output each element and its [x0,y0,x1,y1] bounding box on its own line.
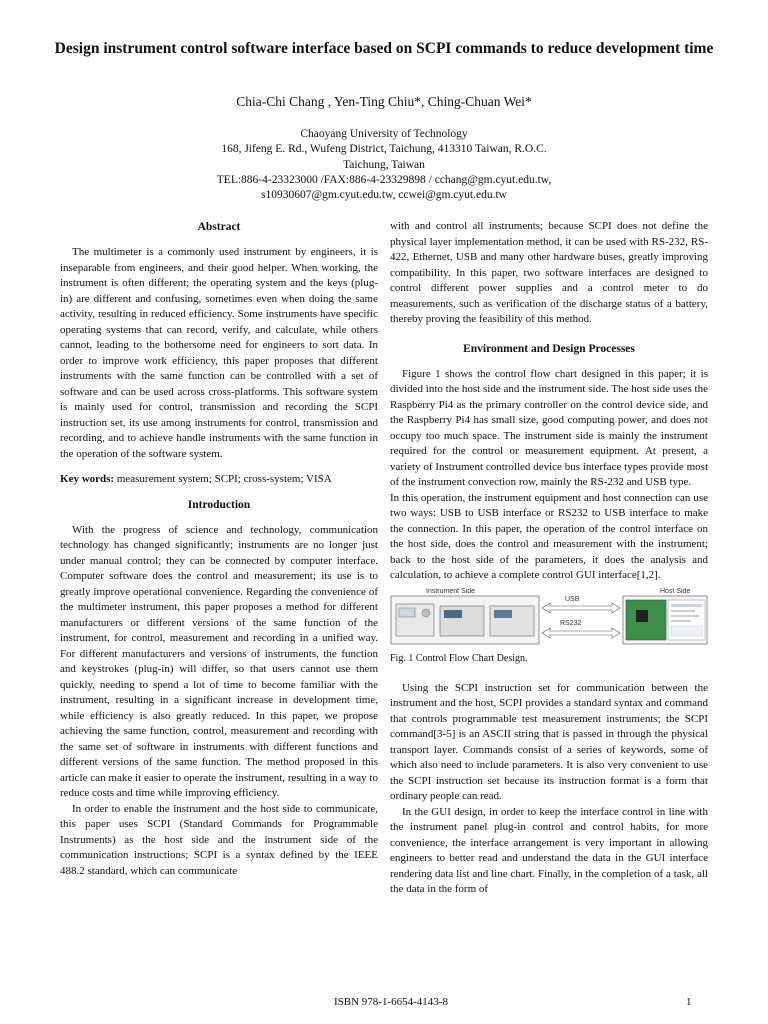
rs232-label: RS232 [560,619,582,627]
affiliation-line: Taichung, Taiwan [343,158,425,171]
environment-heading: Environment and Design Processes [463,342,635,355]
author-list: Chia-Chi Chang , Yen-Ting Chiu*, Ching-Chuan Wei* [236,94,532,109]
rs232-arrow [542,628,620,638]
gui-line [671,604,702,607]
usb-label: USB [565,595,580,603]
power-supply-display [444,610,462,618]
control-flow-diagram [390,588,708,646]
keywords-text: measurement system; SCPI; cross-system; VISA [114,473,332,485]
affiliation-line: Chaoyang University of Technology [300,128,468,140]
environment-paragraph: Figure 1 shows the control flow chart designed in this paper; it is divided into the host side and the instrument side. The host side uses the Raspberry Pi4 as the primary controller on the control device side, and the Raspberry Pi4 has small size, good computing power, and does not occupy too much space. The instrument side is mainly the instrument required for the control or measurement equipment. At present, a variety of Instrument controlled device bus interface types provide most of the instrument convection row, mainly the RS-232 and USB type. [390,367,708,488]
usb-arrow [542,603,620,613]
right-column [390,219,708,898]
gui-panel [671,626,702,636]
control-flow-figure [390,588,708,646]
keywords-label: Key words: [60,473,115,485]
introduction-heading: Introduction [187,498,251,511]
environment-paragraph: In this operation, the instrument equipment and host connection can use two ways: USB to USB interface or RS232 to USB interface to make the connection. In this paper, the operation of the control interface on the host side, does the control and measurement with the instrument; back to the host side of the parameters, it does the analysis and calculation, to achieve a complete control GUI interface[1,2]. [390,491,708,581]
gui-line [671,610,695,612]
power-supply-display [494,610,512,618]
paper-title: Design instrument control software interface based on SCPI commands to reduce development time [54,40,714,57]
introduction-paragraph: In order to enable the instrument and the host side to communicate, this paper uses SCPI (Standard Commands for Programmable Instruments) as the host side and the instrument side of the communication instructions; SCPI is a syntax defined by the IEEE 488.2 standard, which can communicate [60,802,378,877]
abstract-heading: Abstract [197,221,241,233]
gui-line [671,620,691,622]
environment-paragraph: Using the SCPI instruction set for communication between the instrument and the host, SCPI provides a standard syntax and command that controls programmable test measurement instruments; the SCPI command[3-5] is an ASCII string that is passed in through the physical transport layer. Commands consist of a series of keywords, some of which also need to include parameters. It is also very convenient to use the SCPI instruction set because its instruction format is a form that ordinary people can read. [390,681,708,802]
multimeter-knob [422,609,430,617]
multimeter-display [399,608,415,617]
instrument-side-label: Instrument Side [426,587,476,595]
gui-line [671,615,699,617]
left-column [60,220,378,879]
keywords [60,472,378,488]
isbn: ISBN 978-1-6654-4143-8 [334,996,448,1008]
abstract-text: The multimeter is a commonly used instrument by engineers, it is inseparable from engineers, and their good helper. When working, the instrument is often different; the operating system and the keys (plug-in) are different and confusing, sometimes even when doing the same activity, resulting in reduced efficiency. Some instruments have specific operating systems that can record, verify, and calculate, while others cannot, leading to the bothersome need for engineers to sort data. In order to improve work efficiency, this paper proposes that different instruments with the same function can be controlled with a set of software and can be used across cross-platforms. This software system is mainly used for control, transmission and recording the SCPI instruction set, its use among instruments for control, transmission and recording, and to achieve handle instruments with the same function in the operation of the software system. [60,246,378,460]
raspberry-pi-chip [636,610,648,622]
affiliation-line: 168, Jifeng E. Rd., Wufeng District, Taichung, 413310 Taiwan, R.O.C. [221,143,547,156]
affiliation-line: s10930607@gm.cyut.edu.tw, ccwei@gm.cyut.edu.tw [261,189,507,202]
introduction-paragraph: With the progress of science and technology, communication technology has changed significantly; instruments are no longer just under manual control; they can be connected by computer interface. Computer software does the control and measurement; its use is to greatly improve operational convenience. Regarding the convenience of the multimeter instrument, this paper proposes a method for different manufacturers or different versions of the same function of the instrument, for control, measurement and recording in a unified way. For different manufacturers and versions of instruments, the function and keystrokes (plug-in) will differ, so that users cannot use them quickly, needing to spend a lot of time to become familiar with the instrument, resulting in a significant increase in development time, while efficiency is also greatly reduced. In this paper, we propose achieving the same function, control, measurement and recording with the same set of software in instruments with different functions and different versions of the same function. The method proposed in this article can make it easier to operate the instrument, resulting in a way to reduce costs and time while improving efficiency. [60,523,378,799]
page-number: 1 [686,996,692,1008]
affiliation-line: TEL:886-4-23323000 /FAX:886-4-23329898 / cchang@gm.cyut.edu.tw, [216,173,552,186]
affiliation-block [50,127,718,203]
environment-paragraph: In the GUI design, in order to keep the interface control in line with the instrument panel plug-in control and control habits, for more convenience, the interface arrangement is very important in allowing engineers to better read and understand the data in the GUI interface rendering data list and line chart. Finally, in the completion of a task, all the data in the form of [390,805,708,895]
page-footer [0,994,768,1010]
introduction-paragraph-continued: with and control all instruments; because SCPI does not define the physical layer implementation method, it can be used with RS-232, RS-422, Ethernet, USB and many other hardware buses, greatly improving compatibility. In this paper, two software interfaces are designed to control different power supplies and a control meter to do measurements, such as verification of the discharge status of a battery, thereby proving the feasibility of this method. [390,220,708,325]
host-side-label: Host Side [660,587,691,595]
figure-caption: Fig. 1 Control Flow Chart Design. [390,652,528,664]
